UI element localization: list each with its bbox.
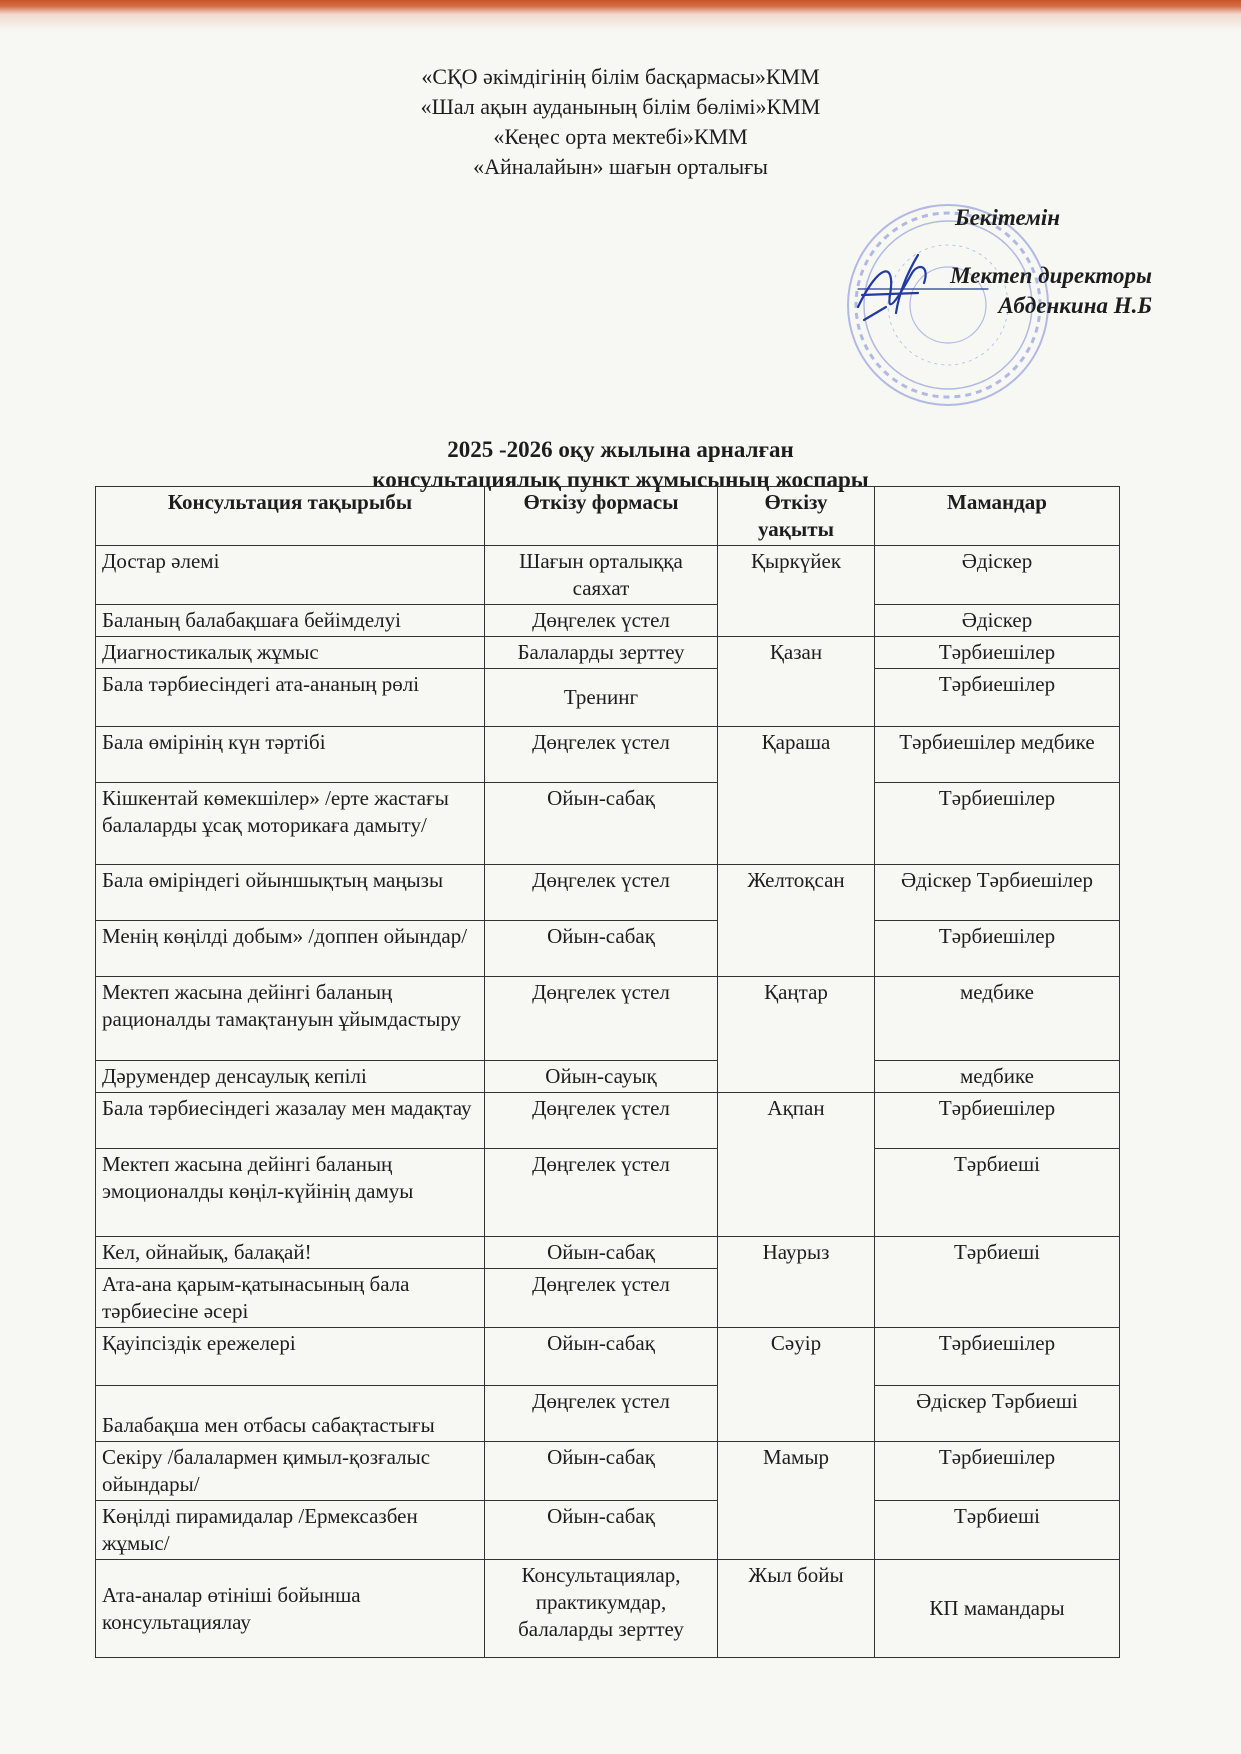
form-cell: Шағын орталыққа саяхат [485,546,718,605]
header-time: Өткізу уақыты [718,487,875,546]
header-line-3: «Кеңес орта мектебі»КММ [493,124,748,149]
specialists-cell: Тәрбиешілер [875,1328,1120,1386]
page-top-edge [0,0,1241,30]
topic-cell: Баланың балабақшаға бейімделуі [96,605,485,637]
header-line-2: «Шал ақын ауданының білім бөлімі»КММ [420,94,821,119]
specialists-cell: Тәрбиеші [875,1149,1120,1237]
month-cell: Қараша [718,727,875,865]
approve-label: Бекітемін [954,205,1060,230]
topic-cell: Бала тәрбиесіндегі ата-ананың рөлі [96,669,485,727]
specialists-cell: Тәрбиешілер [875,637,1120,669]
table-row [96,921,1120,977]
table-row [96,783,1120,865]
consultation-plan-table [95,486,1120,1658]
table-row [96,1442,1120,1501]
table-row [96,637,1120,669]
specialists-cell: Тәрбиеші [875,1237,1120,1328]
specialists-cell: Әдіскер [875,605,1120,637]
specialists-cell: медбике [875,977,1120,1061]
form-cell: Ойын-сабақ [485,1501,718,1560]
table-row [96,727,1120,783]
topic-cell: Менің көңілді добым» /доппен ойындар/ [96,921,485,977]
form-cell: Тренинг [485,669,718,727]
topic-cell: Ата-ана қарым-қатынасының бала тәрбиесіне әсері [96,1269,485,1328]
topic-cell: Бала өміріндегі ойыншықтың маңызы [96,865,485,921]
month-cell: Наурыз [718,1237,875,1328]
table-header-row [96,487,1120,546]
topic-cell: Секіру /балалармен қимыл-қозғалыс ойындары/ [96,1442,485,1501]
specialists-cell: КП мамандары [875,1560,1120,1658]
table-row [96,1237,1120,1269]
month-cell: Ақпан [718,1093,875,1237]
topic-cell: Бала тәрбиесіндегі жазалау мен мадақтау [96,1093,485,1149]
topic-cell: Дәрумендер денсаулық кепілі [96,1061,485,1093]
topic-cell: Кел, ойнайық, балақай! [96,1237,485,1269]
table-row [96,1328,1120,1386]
table-row [96,1093,1120,1149]
topic-cell: Көңілді пирамидалар /Ермексазбен жұмыс/ [96,1501,485,1560]
form-cell: Ойын-сауық [485,1061,718,1093]
form-cell: Ойын-сабақ [485,1328,718,1386]
topic-cell: Қауіпсіздік ережелері [96,1328,485,1386]
specialists-cell: Тәрбиешілер [875,1093,1120,1149]
topic-cell: Мектеп жасына дейінгі баланың рационалды тамақтануын ұйымдастыру [96,977,485,1061]
month-cell: Сәуір [718,1328,875,1442]
table-row [96,1560,1120,1658]
table-row [96,865,1120,921]
specialists-cell: Тәрбиеші [875,1501,1120,1560]
form-cell: Консультациялар, практикумдар, балаларды зерттеу [485,1560,718,1658]
topic-cell: Балабақша мен отбасы сабақтастығы [96,1386,485,1442]
topic-cell: Мектеп жасына дейінгі баланың эмоционалды көңіл-күйінің дамуы [96,1149,485,1237]
topic-cell: Бала өмірінің күн тәртібі [96,727,485,783]
month-cell: Қаңтар [718,977,875,1093]
specialists-cell: Тәрбиешілер [875,669,1120,727]
title-line-2: консультациялық пункт жұмысының жоспары [372,467,869,492]
form-cell: Ойын-сабақ [485,1442,718,1501]
header-line-1: «СҚО әкімдігінің білім басқармасы»КММ [421,64,820,89]
month-cell: Мамыр [718,1442,875,1560]
topic-cell: Ата-аналар өтініші бойынша консультациялау [96,1560,485,1658]
specialists-cell: Әдіскер Тәрбиеші [875,1386,1120,1442]
specialists-cell: Тәрбиешілер [875,921,1120,977]
form-cell: Ойын-сабақ [485,1237,718,1269]
month-cell: Қыркүйек [718,546,875,637]
form-cell: Ойын-сабақ [485,921,718,977]
header-form: Өткізу формасы [485,487,718,546]
form-cell: Ойын-сабақ [485,783,718,865]
specialists-cell: Тәрбиешілер [875,783,1120,865]
form-cell: Дөңгелек үстел [485,727,718,783]
title-line-1: 2025 -2026 оқу жылына арналған [447,437,794,462]
form-cell: Балаларды зерттеу [485,637,718,669]
month-cell: Қазан [718,637,875,727]
header-line-4: «Айналайын» шағын орталығы [473,154,768,179]
topic-cell: Достар әлемі [96,546,485,605]
specialists-cell: Тәрбиешілер медбике [875,727,1120,783]
table-row [96,669,1120,727]
table-row [96,605,1120,637]
topic-cell: Диагностикалық жұмыс [96,637,485,669]
form-cell: Дөңгелек үстел [485,1149,718,1237]
table-row [96,1386,1120,1442]
header-topic: Консультация тақырыбы [96,487,485,546]
table-row [96,1061,1120,1093]
specialists-cell: Әдіскер Тәрбиешілер [875,865,1120,921]
director-name: Абденкина Н.Б [998,293,1152,318]
table-row [96,977,1120,1061]
table-row [96,546,1120,605]
table-row [96,1501,1120,1560]
director-position: Мектеп директоры [950,263,1152,288]
form-cell: Дөңгелек үстел [485,865,718,921]
topic-cell: Кішкентай көмекшілер» /ерте жастағы балаларды ұсақ моторикаға дамыту/ [96,783,485,865]
header-specialists: Мамандар [875,487,1120,546]
form-cell: Дөңгелек үстел [485,1269,718,1328]
month-cell: Желтоқсан [718,865,875,977]
document-header [0,62,1241,182]
form-cell: Дөңгелек үстел [485,605,718,637]
form-cell: Дөңгелек үстел [485,977,718,1061]
form-cell: Дөңгелек үстел [485,1386,718,1442]
month-cell: Жыл бойы [718,1560,875,1658]
specialists-cell: Әдіскер [875,546,1120,605]
specialists-cell: медбике [875,1061,1120,1093]
form-cell: Дөңгелек үстел [485,1093,718,1149]
table-row [96,1149,1120,1237]
specialists-cell: Тәрбиешілер [875,1442,1120,1501]
